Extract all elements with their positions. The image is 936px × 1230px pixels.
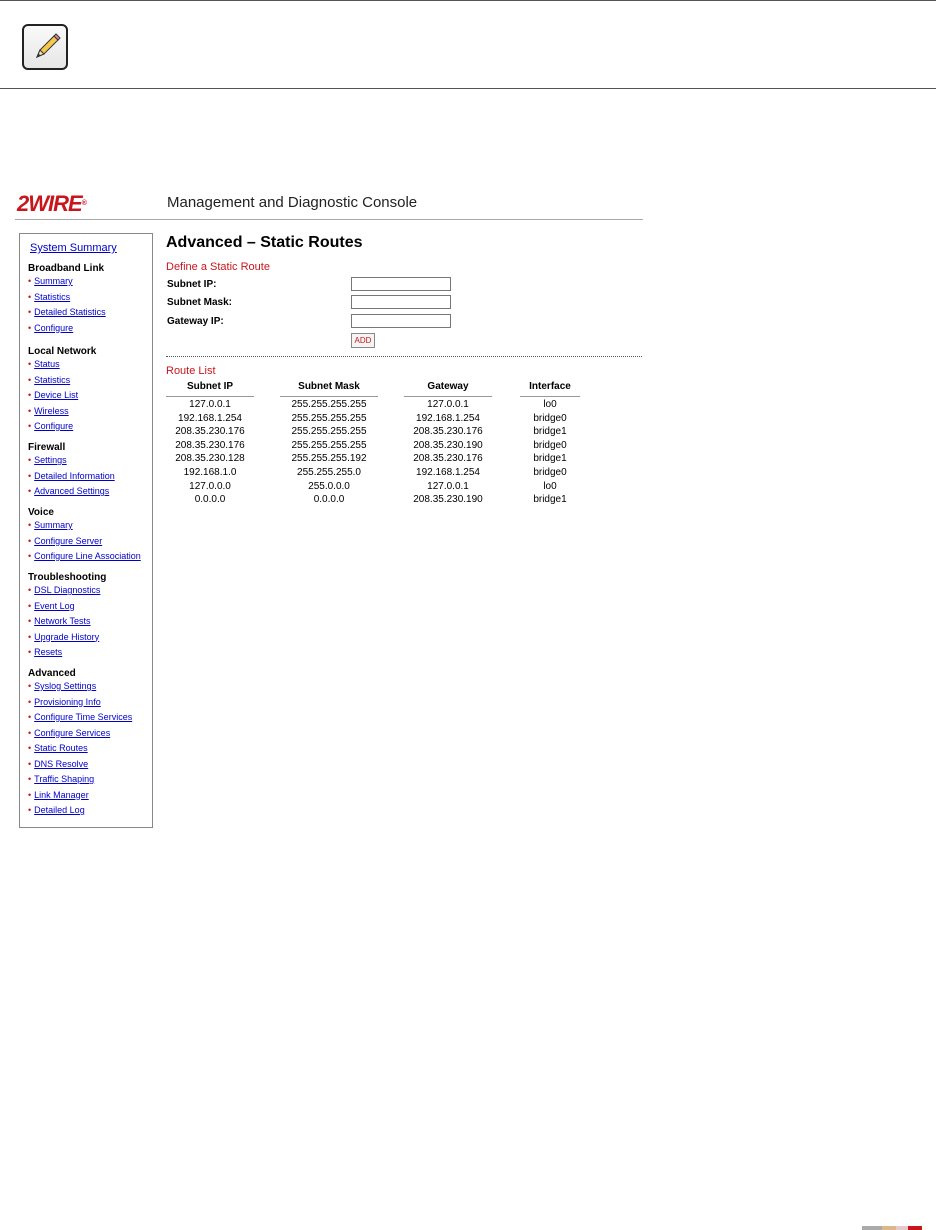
bullet-icon: • (28, 616, 32, 626)
bullet-icon: • (28, 374, 32, 385)
sidebar-item-link[interactable]: Link Manager (34, 789, 89, 800)
subnet-mask-label: Subnet Mask: (167, 297, 233, 308)
sidebar-system-summary-link[interactable]: System Summary (30, 242, 117, 254)
bullet-icon: • (28, 359, 32, 369)
sidebar-item[interactable] (28, 307, 106, 317)
sidebar-section-title: Firewall (28, 442, 66, 453)
bullet-icon: • (28, 681, 32, 691)
table-cell: 255.255.255.255 (291, 412, 367, 424)
table-cell: bridge1 (533, 494, 567, 506)
footer-bar-gray (862, 1226, 882, 1230)
sidebar-item-link[interactable]: Statistics (34, 291, 71, 302)
table-cell: 192.168.1.254 (178, 412, 242, 424)
sidebar-item[interactable] (28, 536, 102, 546)
table-cell: 127.0.0.1 (189, 399, 231, 410)
sidebar-item-link[interactable]: Configure Server (34, 535, 103, 546)
table-cell: 192.168.1.254 (416, 467, 480, 478)
sidebar-item-link[interactable]: Configure Time Services (34, 712, 133, 722)
sidebar-item-link[interactable]: Configure Line Association (34, 551, 141, 561)
sidebar-item[interactable] (28, 647, 62, 657)
column-underline (404, 396, 492, 397)
bullet-icon: • (28, 307, 32, 317)
sidebar-item[interactable] (28, 632, 99, 642)
bullet-icon: • (28, 551, 32, 561)
table-cell: 192.168.1.0 (183, 467, 237, 478)
sidebar-item[interactable] (28, 681, 96, 691)
bullet-icon: • (28, 712, 32, 722)
bullet-icon: • (28, 743, 32, 753)
table-cell: 127.0.0.1 (427, 480, 469, 492)
gateway-ip-label: Gateway IP: (167, 316, 224, 327)
bullet-icon: • (28, 727, 32, 738)
sidebar-item[interactable] (28, 743, 88, 753)
sidebar-item-link[interactable]: Provisioning Info (34, 696, 101, 707)
pencil-note-icon (22, 24, 68, 70)
bullet-icon: • (28, 600, 32, 611)
sidebar-section-title: Voice (28, 507, 54, 518)
table-cell: 208.35.230.190 (413, 494, 483, 506)
sidebar-item[interactable] (28, 323, 73, 333)
table-cell: 208.35.230.176 (175, 439, 245, 451)
sidebar-item[interactable] (28, 406, 69, 416)
table-cell: 255.255.255.255 (291, 426, 367, 438)
sidebar-item[interactable] (28, 486, 109, 496)
sidebar-item-link[interactable]: Advanced Settings (34, 486, 110, 496)
bullet-icon: • (28, 276, 32, 286)
sidebar-section-title: Local Network (28, 346, 97, 357)
sidebar-item[interactable] (28, 774, 94, 784)
sidebar-item-link[interactable]: DSL Diagnostics (34, 585, 101, 595)
table-cell: bridge0 (533, 412, 567, 424)
table-cell: 127.0.0.1 (427, 399, 469, 410)
sidebar-item-link[interactable]: Detailed Statistics (34, 307, 106, 317)
bullet-icon: • (28, 535, 32, 546)
bullet-icon: • (28, 696, 32, 707)
bullet-icon: • (28, 789, 32, 800)
sidebar-item-link[interactable]: Configure (34, 322, 74, 333)
sidebar-item-link[interactable]: Settings (34, 455, 67, 465)
sidebar-item-link[interactable]: Resets (34, 647, 63, 657)
sidebar-item[interactable] (28, 616, 91, 626)
console-title: Management and Diagnostic Console (167, 194, 418, 211)
sidebar-item[interactable] (28, 728, 110, 738)
column-underline (280, 396, 378, 397)
gateway-ip-input[interactable] (351, 314, 451, 328)
bullet-icon: • (28, 774, 32, 784)
sidebar-item-link[interactable]: Wireless (34, 405, 69, 416)
bullet-icon: • (28, 421, 32, 431)
table-cell: 0.0.0.0 (194, 494, 226, 506)
table-cell: 255.255.255.192 (291, 453, 367, 465)
sidebar-item-link[interactable]: Event Log (34, 600, 75, 611)
table-cell: 208.35.230.176 (175, 426, 245, 438)
sidebar-nav (19, 233, 153, 828)
bullet-icon: • (28, 647, 32, 657)
footer-bar-red (908, 1226, 922, 1230)
page-title: Advanced – Static Routes (166, 234, 363, 251)
table-cell: 127.0.0.0 (189, 480, 231, 492)
note-divider (0, 88, 936, 89)
sidebar-item-link[interactable]: Device List (34, 390, 79, 400)
define-route-heading: Define a Static Route (166, 261, 270, 273)
sidebar-item[interactable] (28, 551, 141, 561)
header-divider (15, 219, 643, 220)
column-header: Interface (529, 381, 571, 392)
sidebar-item[interactable] (28, 585, 100, 595)
table-cell: 255.255.255.255 (291, 399, 367, 410)
sidebar-item[interactable] (28, 520, 73, 530)
table-cell: lo0 (543, 399, 557, 410)
sidebar-item-link[interactable]: Detailed Information (34, 470, 115, 481)
sidebar-item[interactable] (28, 805, 85, 815)
sidebar-item[interactable] (28, 712, 132, 722)
bullet-icon: • (28, 405, 32, 416)
table-cell: 255.255.255.255 (291, 439, 367, 451)
table-cell: 255.0.0.0 (308, 480, 350, 492)
table-cell: 208.35.230.176 (413, 426, 483, 438)
sidebar-item-link[interactable]: Upgrade History (34, 631, 100, 642)
sidebar-item-link[interactable]: Configure Services (34, 727, 111, 738)
table-cell: 208.35.230.190 (413, 439, 483, 451)
footer-bar-pink (896, 1226, 908, 1230)
bullet-icon: • (28, 585, 32, 595)
sidebar-item[interactable] (28, 601, 75, 611)
table-cell: 192.168.1.254 (416, 412, 480, 424)
sidebar-item-link[interactable]: DNS Resolve (34, 758, 89, 769)
sidebar-item-link[interactable]: Statistics (34, 374, 71, 385)
sidebar-item-link[interactable]: Status (34, 359, 60, 369)
sidebar-item-link[interactable]: Static Routes (34, 743, 88, 753)
route-list-heading: Route List (166, 365, 216, 377)
table-cell: bridge0 (533, 439, 567, 451)
brand-logo: 2WIRE® (17, 191, 86, 216)
section-divider (166, 356, 642, 357)
sidebar-item[interactable] (28, 471, 115, 481)
sidebar-item-link[interactable]: Syslog Settings (34, 681, 97, 691)
bullet-icon: • (28, 322, 32, 333)
bullet-icon: • (28, 758, 32, 769)
footer-bar-tan (882, 1226, 896, 1230)
table-cell: 0.0.0.0 (313, 494, 345, 506)
sidebar-item[interactable] (28, 390, 78, 400)
sidebar-section-title: Advanced (28, 668, 76, 679)
sidebar-item[interactable] (28, 292, 70, 302)
column-header: Subnet IP (186, 381, 234, 392)
sidebar-item[interactable] (28, 790, 89, 800)
top-divider (0, 0, 936, 1)
sidebar-item-link[interactable]: Configure (34, 421, 74, 431)
subnet-ip-input[interactable] (351, 277, 451, 291)
column-header: Gateway (427, 381, 469, 392)
sidebar-item[interactable] (28, 455, 67, 465)
subnet-ip-label: Subnet IP: (167, 279, 217, 290)
table-cell: 208.35.230.128 (175, 453, 245, 465)
sidebar-item[interactable] (28, 759, 88, 769)
bullet-icon: • (28, 520, 32, 530)
sidebar-item-link[interactable]: Summary (34, 520, 73, 530)
column-header: Subnet Mask (298, 381, 360, 392)
sidebar-item-link[interactable]: Summary (34, 276, 73, 286)
sidebar-item[interactable] (28, 697, 101, 707)
add-route-button[interactable]: ADD (351, 333, 375, 348)
sidebar-item-link[interactable]: Traffic Shaping (34, 774, 95, 784)
table-cell: lo0 (543, 480, 557, 492)
bullet-icon: • (28, 486, 32, 496)
column-underline (166, 396, 254, 397)
column-underline (520, 396, 580, 397)
sidebar-item[interactable] (28, 359, 60, 369)
bullet-icon: • (28, 455, 32, 465)
subnet-mask-input[interactable] (351, 295, 451, 309)
sidebar-item[interactable] (28, 375, 70, 385)
bullet-icon: • (28, 470, 32, 481)
bullet-icon: • (28, 631, 32, 642)
sidebar-item-link[interactable]: Network Tests (34, 616, 91, 626)
table-cell: bridge1 (533, 426, 567, 438)
sidebar-item[interactable] (28, 421, 73, 431)
sidebar-item-link[interactable]: Detailed Log (34, 805, 85, 815)
bullet-icon: • (28, 291, 32, 302)
sidebar-item[interactable] (28, 276, 73, 286)
sidebar-section-title: Broadband Link (28, 263, 105, 274)
bullet-icon: • (28, 390, 32, 400)
table-cell: 208.35.230.176 (413, 453, 483, 465)
bullet-icon: • (28, 805, 32, 815)
table-cell: bridge1 (533, 453, 567, 465)
sidebar-section-title: Troubleshooting (28, 572, 107, 583)
table-cell: 255.255.255.0 (297, 467, 361, 478)
table-cell: bridge0 (533, 467, 567, 478)
